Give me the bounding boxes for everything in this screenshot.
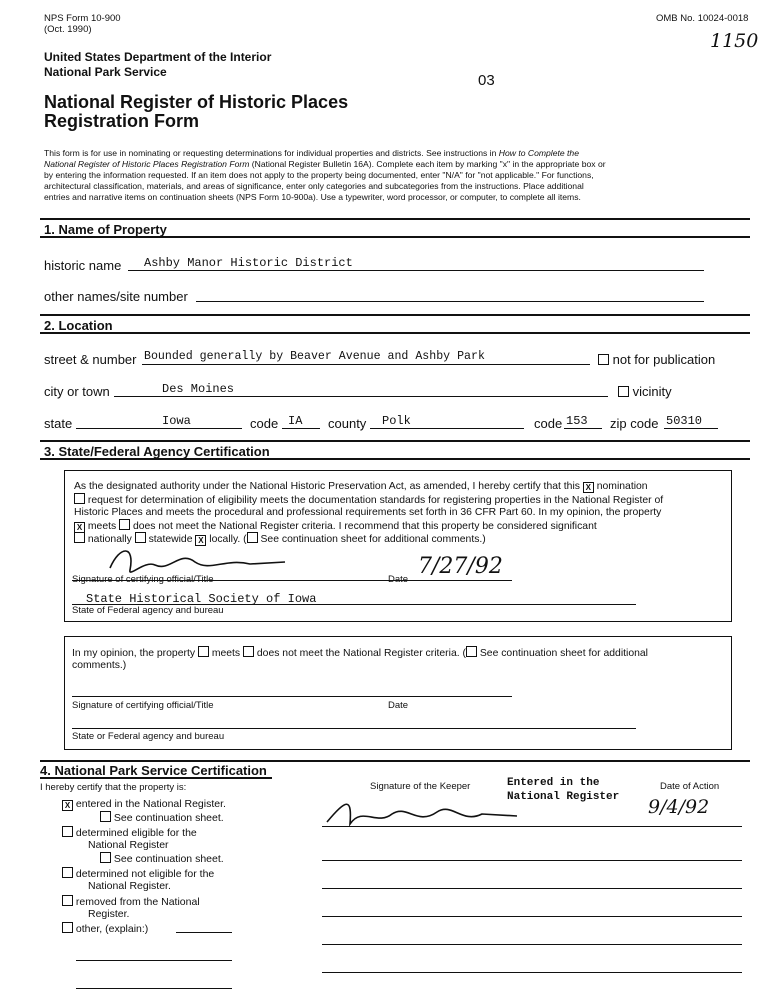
state-label: state xyxy=(44,416,73,431)
option-eligible-see[interactable]: See continuation sheet. xyxy=(100,852,224,865)
not-for-publication-checkbox[interactable] xyxy=(598,354,609,365)
opinion-signature-label: Signature of certifying official/Title xyxy=(72,700,214,711)
historic-name-label: historic name xyxy=(44,258,122,273)
county-value[interactable]: Polk xyxy=(382,414,411,428)
form-title-1: National Register of Historic Places xyxy=(44,92,349,112)
section-3-heading: 3. State/Federal Agency Certification xyxy=(44,444,270,459)
keeper-line xyxy=(322,916,742,917)
option-removed[interactable]: removed from the National Register. xyxy=(62,895,200,920)
section-4-heading: 4. National Park Service Certification xyxy=(40,763,267,778)
zip-label: zip code xyxy=(610,416,659,431)
handwritten-number: 1150 xyxy=(710,30,759,52)
zip-value[interactable]: 50310 xyxy=(666,414,703,428)
entered-see-checkbox[interactable] xyxy=(100,811,111,822)
eligible-checkbox[interactable] xyxy=(62,826,73,837)
explain-line xyxy=(76,960,232,961)
opinion-meets-checkbox[interactable] xyxy=(198,646,209,657)
keeper-line xyxy=(322,944,742,945)
field-line xyxy=(370,428,524,429)
field-line xyxy=(128,270,704,271)
action-date[interactable]: 9/4/92 xyxy=(648,796,710,818)
opinion-continuation-checkbox[interactable] xyxy=(466,646,477,657)
cert-line-5: nationally statewide X locally. ( See continuation sheet for additional comments.) xyxy=(74,532,486,546)
option-entered[interactable]: X entered in the National Register. xyxy=(62,798,226,811)
vicinity[interactable]: vicinity xyxy=(618,384,672,399)
cert-line-1: As the designated authority under the National Historic Preservation Act, as amended, I hereby certify that this X nomination xyxy=(74,481,648,492)
cert-line-2: request for determination of eligibility meets the documentation standards for registering properties in the National Register of xyxy=(74,493,663,507)
rule xyxy=(40,218,750,220)
section-2-heading: 2. Location xyxy=(44,318,113,333)
keeper-label: Signature of the Keeper xyxy=(370,781,471,792)
street-label: street & number xyxy=(44,352,137,367)
rule xyxy=(40,332,750,334)
form-number: NPS Form 10-900 xyxy=(44,13,121,24)
opinion-date-label: Date xyxy=(388,700,409,711)
agency-label: State of Federal agency and bureau xyxy=(72,605,224,616)
form-title-2: Registration Form xyxy=(44,111,200,131)
field-line xyxy=(76,428,242,429)
opinion-line-1: In my opinion, the property meets does not meet the National Register criteria. ( See continuation sheet for additional xyxy=(72,648,648,659)
date-label: Date xyxy=(388,574,409,585)
keeper-line xyxy=(322,972,742,973)
option-entered-see[interactable]: See continuation sheet. xyxy=(100,811,224,824)
field-line xyxy=(72,728,636,729)
field-line xyxy=(142,364,590,365)
rule xyxy=(40,314,750,316)
field-line xyxy=(282,428,320,429)
city-value[interactable]: Des Moines xyxy=(162,382,235,396)
form-date: (Oct. 1990) xyxy=(44,24,92,35)
signature-label: Signature of certifying official/Title xyxy=(72,574,214,585)
state-code-value[interactable]: IA xyxy=(288,414,303,428)
rule xyxy=(40,777,272,779)
entered-stamp: Entered in the National Register xyxy=(507,777,620,803)
eligible-see-checkbox[interactable] xyxy=(100,852,111,863)
section-1-heading: 1. Name of Property xyxy=(44,222,167,237)
omb-number: OMB No. 10024-0018 xyxy=(656,13,749,24)
cert-line-4: X meets does not meet the National Register criteria. I recommend that this property be considered significant xyxy=(74,519,597,533)
opinion-agency-label: State or Federal agency and bureau xyxy=(72,731,225,742)
signature-line xyxy=(72,696,512,697)
keeper-line xyxy=(322,860,742,861)
department: United States Department of the Interior xyxy=(44,50,272,64)
certification-date[interactable]: 7/27/92 xyxy=(418,554,503,579)
state-value[interactable]: Iowa xyxy=(162,414,191,428)
agency-value[interactable]: State Historical Society of Iowa xyxy=(86,592,317,606)
field-line xyxy=(564,428,602,429)
state-code-label: code xyxy=(250,416,279,431)
other-names-label: other names/site number xyxy=(44,289,188,304)
option-eligible[interactable]: determined eligible for the National Register xyxy=(62,826,197,851)
locally-checkbox[interactable]: X xyxy=(195,535,206,546)
opinion-not-meet-checkbox[interactable] xyxy=(243,646,254,657)
explain-line xyxy=(76,988,232,989)
option-not-eligible[interactable]: determined not eligible for the National Register. xyxy=(62,867,214,892)
field-line xyxy=(664,428,718,429)
certify-statement: I hereby certify that the property is: xyxy=(40,782,187,793)
rule xyxy=(40,440,750,442)
vicinity-checkbox[interactable] xyxy=(618,386,629,397)
other-checkbox[interactable] xyxy=(62,922,73,933)
request-checkbox[interactable] xyxy=(74,493,85,504)
county-code-value[interactable]: 153 xyxy=(566,414,588,428)
keeper-line xyxy=(322,888,742,889)
county-label: county xyxy=(328,416,367,431)
date-of-action-label: Date of Action xyxy=(660,781,720,792)
other-names-field[interactable] xyxy=(196,301,704,302)
entered-checkbox[interactable]: X xyxy=(62,800,73,811)
nomination-checkbox[interactable]: X xyxy=(583,482,594,493)
keeper-line xyxy=(322,826,742,827)
does-not-meet-checkbox[interactable] xyxy=(119,519,130,530)
nationally-checkbox[interactable] xyxy=(74,532,85,543)
rule xyxy=(40,236,750,238)
service: National Park Service xyxy=(44,65,167,79)
rule xyxy=(40,760,750,762)
city-label: city or town xyxy=(44,384,110,399)
stamp-number: 03 xyxy=(478,72,495,89)
other-line xyxy=(176,932,232,933)
not-eligible-checkbox[interactable] xyxy=(62,867,73,878)
cert-line-3: Historic Places and meets the procedural and professional requirements set forth in 36 CFR Part 60. In my opinion, the property xyxy=(74,507,662,518)
instructions: This form is for use in nominating or requesting determinations for individual properties and districts. See instructions in How to Complete the National Register of Historic Places Registration Form (National Register Bulletin 16A). Complete each item by marking "x" in the appropriate box or by entering the information requested. If an item does not apply to the property being documented, enter "N/A" for "not applicable." For functions, architectural classification, materials, and areas of significance, enter only categories and subcategories from the instructions. Place additional entries and narrative items on continuation sheets (NPS Form 10-900a). Use a typewriter, word processor, or computer, to complete all items. xyxy=(44,148,606,202)
option-other[interactable]: other, (explain:) xyxy=(62,922,148,935)
rule xyxy=(40,458,750,460)
county-code-label: code xyxy=(534,416,563,431)
historic-name-value[interactable]: Ashby Manor Historic District xyxy=(144,256,353,270)
field-line xyxy=(114,396,608,397)
street-value[interactable]: Bounded generally by Beaver Avenue and Ashby Park xyxy=(144,350,485,363)
meets-checkbox[interactable]: X xyxy=(74,522,85,533)
removed-checkbox[interactable] xyxy=(62,895,73,906)
not-for-publication[interactable]: not for publication xyxy=(598,352,715,367)
opinion-line-2: comments.) xyxy=(72,660,127,671)
